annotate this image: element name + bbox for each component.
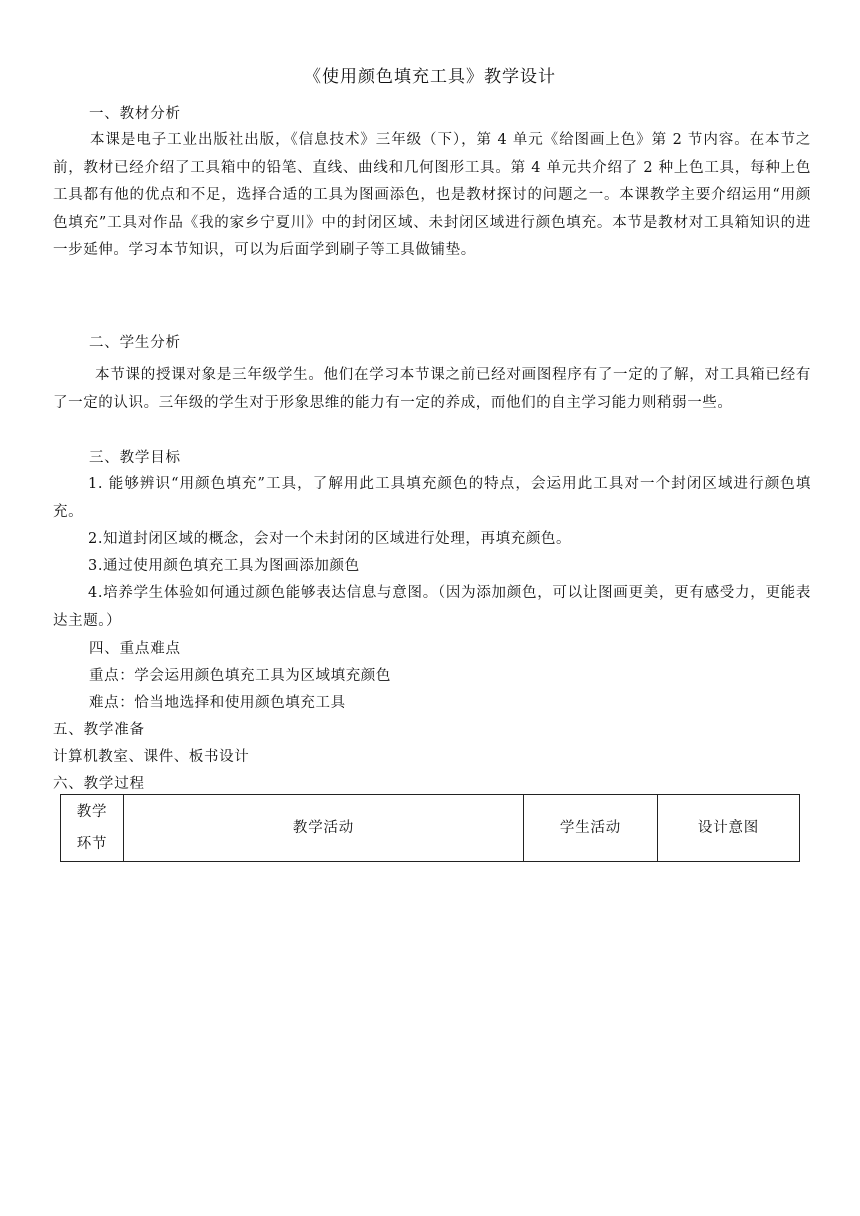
section-body-students: 本节课的授课对象是三年级学生。他们在学习本节课之前已经对画图程序有了一定的了解，对工具箱已经有了一定的认识。三年级的学生对于形象思维的能力有一定的养成，而他们的自主学习能力则稍弱一些。: [53, 367, 811, 411]
header-cell-student-activity: 学生活动: [524, 795, 658, 862]
table-header-row: [61, 795, 800, 862]
document-title: 《使用颜色填充工具》教学设计: [304, 67, 556, 87]
objective-item-1: 1. 能够辨识“用颜色填充”工具，了解用此工具填充颜色的特点，会运用此工具对一个封闭区域进行颜色填充。: [53, 476, 811, 520]
objective-item-2: 2.知道封闭区域的概念，会对一个未封闭的区域进行处理，再填充颜色。: [88, 531, 572, 547]
objective-item-3: 3.通过使用颜色填充工具为图画添加颜色: [88, 558, 360, 574]
section-heading-process: 六、教学过程: [53, 776, 145, 792]
section-body-material: 本课是电子工业出版社出版，《信息技术》三年级（下），第 4 单元《给图画上色》第 2 节内容。在本节之前，教材已经介绍了工具箱中的铅笔、直线、曲线和几何图形工具。第 4 单元共介绍了 2 种上色工具，每种上色工具都有他的优点和不足，选择合适的工具为图画添色，也是教材探讨的问题之一。本课教学主要介绍运用“用颜色填充”工具对作品《我的家乡宁夏川》中的封闭区域、未封闭区域进行颜色填充。本节是教材对工具箱知识的进一步延伸。学习本节知识，可以为后面学到刷子等工具做铺垫。: [53, 132, 811, 258]
section-heading-preparation: 五、教学准备: [53, 722, 145, 738]
preparation-text: 计算机教室、课件、板书设计: [53, 749, 250, 765]
teaching-process-table: [60, 794, 800, 862]
objective-item-4: 4.培养学生体验如何通过颜色能够表达信息与意图。（因为添加颜色，可以让图画更美，更有感受力，更能表达主题。）: [53, 585, 811, 629]
difficulty-text: 难点：恰当地选择和使用颜色填充工具: [89, 695, 346, 711]
header-cell-stage: [61, 795, 124, 862]
section-heading-students: 二、学生分析: [89, 335, 181, 351]
header-cell-design-intent: 设计意图: [658, 795, 800, 862]
key-point-text: 重点：学会运用颜色填充工具为区域填充颜色: [89, 668, 391, 684]
section-heading-key-points: 四、重点难点: [89, 641, 181, 657]
header-cell-stage-line1: 教学: [76, 804, 108, 820]
header-cell-stage-line2: 环节: [76, 836, 108, 852]
section-heading-material: 一、教材分析: [89, 106, 181, 122]
header-cell-teaching-activity: 教学活动: [124, 795, 524, 862]
section-heading-objectives: 三、教学目标: [89, 450, 181, 466]
